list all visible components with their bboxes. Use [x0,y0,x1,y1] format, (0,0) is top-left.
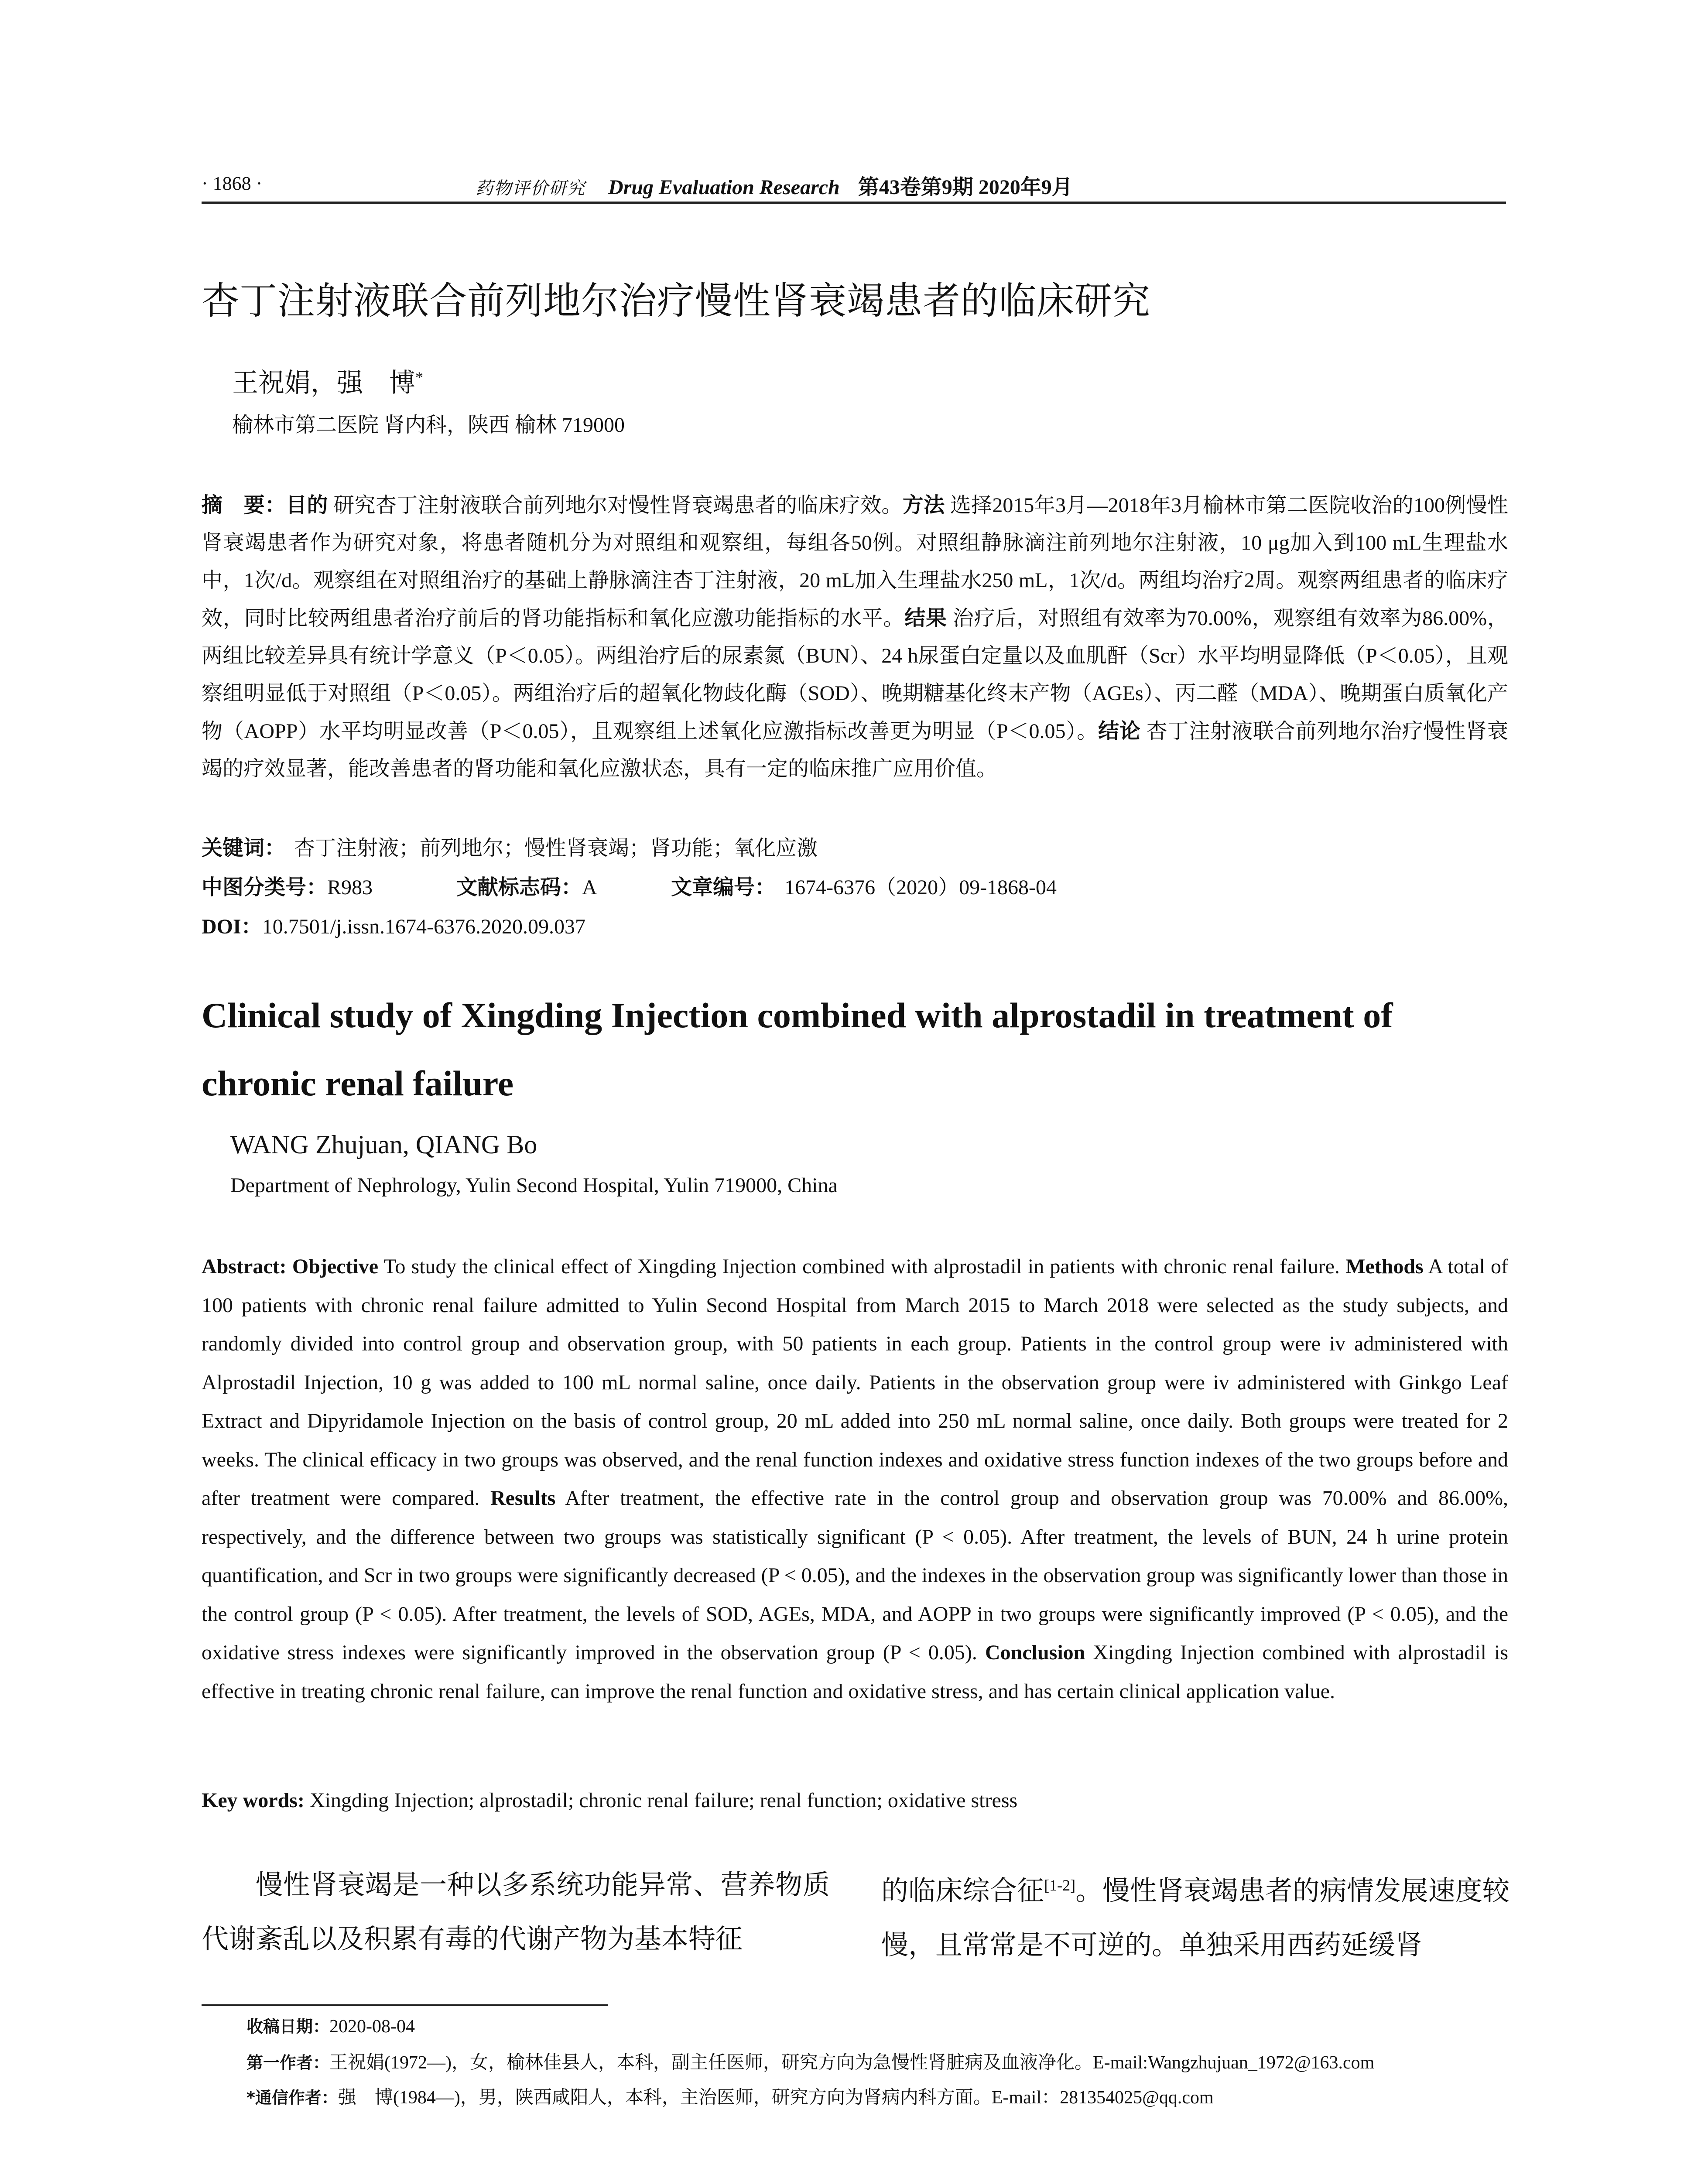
cn-conclusion-text: 杏丁注射液联合前列地尔治疗慢性肾衰竭的疗效显著，能改善患者的肾功能和氧化应激状态，具有一定的临床推广应用价值。 [202,720,1508,780]
first-author-label: 第一作者： [246,2053,330,2072]
page-number: · 1868 · [202,173,263,194]
doi-label: DOI： [202,915,262,938]
cn-title: 杏丁注射液联合前列地尔治疗慢性肾衰竭患者的临床研究 [202,279,1150,323]
en-keywords-text: Xingding Injection; alprostadil; chronic renal failure; renal function; oxidative stress [304,1789,1018,1812]
doc-code-label: 文献标志码： [456,875,582,899]
en-authors: WANG Zhujuan, QIANG Bo [230,1130,537,1159]
en-conclusion-text: Xingding Injection combined with alprostadil is effective in treating chronic renal failure, can improve the renal function and oxidative stress, and has certain clinical application value. [202,1641,1509,1703]
journal-volume: 第43卷第9期 2020年9月 [858,176,1073,199]
cn-keywords-label: 关键词： [202,836,286,860]
corresponding-info: 强 博(1984—)，男，陕西咸阳人，本科，主治医师，研究方向为肾病内科方面。E-mail：281354025@qq.com [338,2088,1214,2108]
footnote-corresponding [246,2083,1214,2109]
citation-ref: [1-2] [1044,1877,1076,1894]
journal-name: Drug Evaluation Research [608,176,840,199]
cn-abstract [202,486,1508,788]
footnote-received [246,2013,415,2037]
article-no-label: 文章编号： [671,875,776,899]
body-column-right [881,1858,1509,1972]
en-methods-text: A total of 100 patients with chronic renal failure admitted to Yulin Second Hospital from March 2015 to March 2018 were selected as the study subjects, and randomly divided into control group and observation group, with 50 patients in each group. Patients in the control group were iv administered with Alprostadil Injection, 10 g was added to 100 mL normal saline, once daily. Patients in the observation group were iv administered with Ginkgo Leaf Extract and Dipyridamole Injection on the basis of control group, 20 mL added into 250 mL normal saline, once daily. Both groups were treated for 2 weeks. The clinical efficacy in two groups was observed, and the renal function indexes and oxidative stress function indexes of the two groups before and after treatment were compared. [202,1255,1509,1510]
cn-keywords [202,831,818,861]
body-right-text-start: 的临床综合征 [881,1876,1044,1906]
en-keywords [202,1788,1017,1812]
article-no-value: 1674-6376（2020）09-1868-04 [784,876,1057,899]
journal-logo: 药物评价研究 [476,178,585,198]
cn-classification [202,870,1057,900]
header-divider [202,202,1506,204]
corresponding-mark: * [415,369,423,386]
body-right-text-end: 。慢性肾衰竭患者的病情发展速度较慢，且常常是不可逆的。单独采用西药延缓肾 [881,1876,1509,1960]
cn-methods-label: 方法 [902,493,945,517]
en-abstract-label: Abstract: [202,1255,287,1278]
clc-label: 中图分类号： [202,875,328,899]
en-objective-text: To study the clinical effect of Xingding Injection combined with alprostadil in patients with chronic renal failure. [378,1255,1340,1278]
en-results-label: Results [490,1487,556,1510]
en-affiliation: Department of Nephrology, Yulin Second Hospital, Yulin 719000, China [230,1174,838,1197]
journal-header [476,170,1073,200]
en-title: Clinical study of Xingding Injection combined with alprostadil in treatment of chronic renal failure [202,995,1393,1103]
first-author-info: 王祝娟(1972—)，女，榆林佳县人，本科，副主任医师，研究方向为急慢性肾脏病及血液净化。E-mail:Wangzhujuan_1972@163.com [329,2053,1375,2073]
cn-conclusion-label: 结论 [1098,719,1141,743]
cn-author-names: 王祝娟，强 博 [232,369,415,397]
received-label: 收稿日期： [246,2017,330,2036]
cn-objective-label: 目的 [286,493,328,517]
cn-doi [202,909,585,940]
cn-results-label: 结果 [904,606,947,630]
cn-abstract-label: 摘 要： [202,493,286,517]
cn-objective-text: 研究杏丁注射液联合前列地尔对慢性肾衰竭患者的临床疗效。 [328,494,903,517]
cn-results-text: 治疗后，对照组有效率为70.00%，观察组有效率为86.00%，两组比较差异具有统计学意义（P＜0.05）。两组治疗后的尿素氮（BUN）、24 h尿蛋白定量以及血肌酐（Scr）水平均明显降低（P＜0.05），且观察组明显低于对照组（P＜0.05）。两组治疗后的超氧化物歧化酶（SOD）、晚期糖基化终末产物（AGEs）、丙二醛（MDA）、晚期蛋白质氧化产物（AOPP）水平均明显改善（P＜0.05），且观察组上述氧化应激指标改善更为明显（P＜0.05）。 [202,607,1508,743]
cn-affiliation: 榆林市第二医院 肾内科，陕西 榆林 719000 [232,414,625,437]
en-results-text: After treatment, the effective rate in the control group and observation group was 70.00% and 86.00%, respectively, and the difference between two groups was statistically significant (P < 0.05). After treatment, the levels of BUN, 24 h urine protein quantification, and Scr in two groups were significantly decreased (P < 0.05), and the indexes in the observation group was significantly lower than those in the control group (P < 0.05). After treatment, the levels of SOD, AGEs, MDA, and AOPP in two groups were significantly improved (P < 0.05), and the oxidative stress indexes were significantly improved in the observation group (P < 0.05). [202,1487,1508,1664]
cn-methods-text: 选择2015年3月—2018年3月榆林市第二医院收治的100例慢性肾衰竭患者作为研究对象，将患者随机分为对照组和观察组，每组各50例。对照组静脉滴注前列地尔注射液，10 μg加入到100 mL生理盐水中，1次/d。观察组在对照组治疗的基础上静脉滴注杏丁注射液，20 mL加入生理盐水250 mL，1次/d。两组均治疗2周。观察两组患者的临床疗效，同时比较两组患者治疗前后的肾功能指标和氧化应激功能指标的水平。 [202,494,1508,630]
doi-value: 10.7501/j.issn.1674-6376.2020.09.037 [262,915,586,938]
cn-authors [232,362,423,400]
clc-value: R983 [327,876,373,899]
body-column-left: 慢性肾衰竭是一种以多系统功能异常、营养物质代谢紊乱以及积累有毒的代谢产物为基本特征 [202,1870,830,1954]
en-abstract [202,1248,1508,1711]
footnote-first-author [246,2048,1374,2074]
en-objective-label: Objective [292,1255,379,1278]
en-conclusion-label: Conclusion [985,1641,1085,1664]
doc-code-value: A [582,876,596,899]
en-keywords-label: Key words: [202,1789,305,1812]
received-date: 2020-08-04 [329,2017,415,2037]
en-methods-label: Methods [1345,1255,1424,1278]
cn-keywords-text: 杏丁注射液；前列地尔；慢性肾衰竭；肾功能；氧化应激 [294,837,818,860]
footnote-divider [202,2004,608,2006]
corresponding-label: *通信作者： [246,2088,338,2107]
